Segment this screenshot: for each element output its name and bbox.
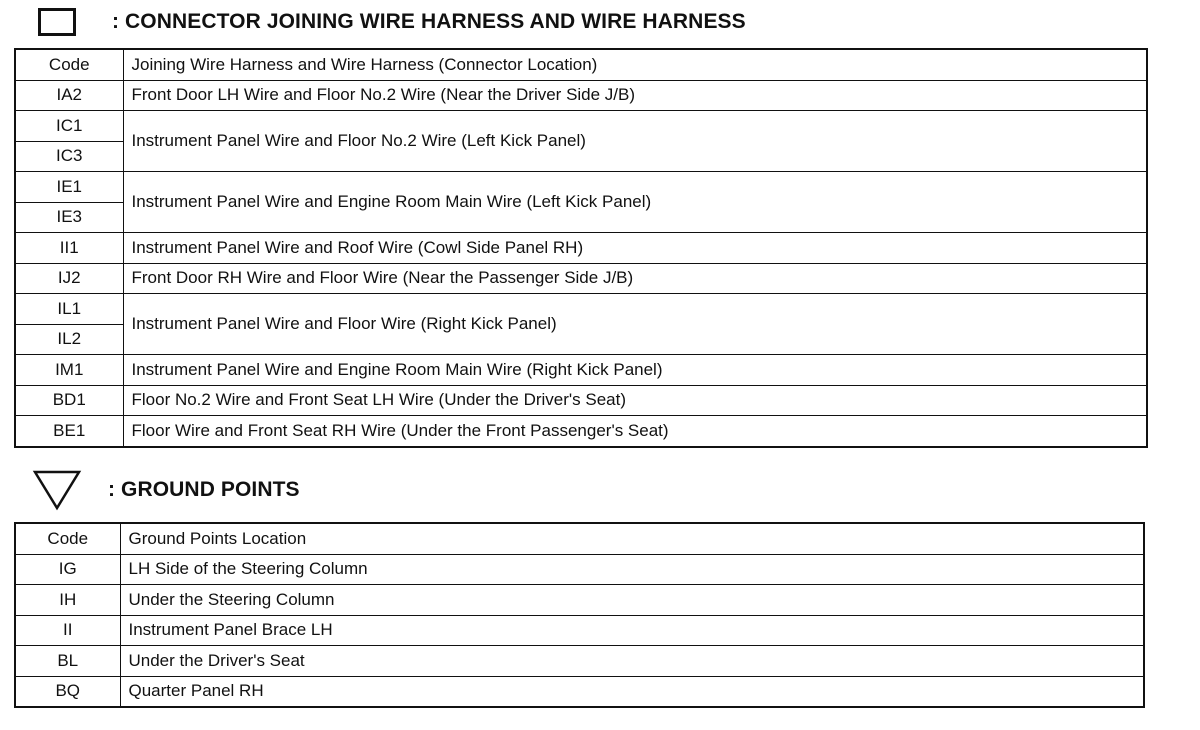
table-row (15, 263, 1147, 294)
location-cell: Instrument Panel Wire and Floor Wire (Right Kick Panel) (123, 294, 1147, 355)
code-header: Code (15, 523, 120, 554)
ground-section-heading (32, 468, 300, 512)
code-cell: II (15, 615, 120, 646)
table-row (15, 355, 1147, 386)
code-cell: BL (15, 646, 120, 677)
table-header-row (15, 49, 1147, 80)
table-row (15, 615, 1144, 646)
code-cell: IG (15, 554, 120, 585)
location-cell: Instrument Panel Wire and Engine Room Main Wire (Left Kick Panel) (123, 172, 1147, 233)
location-cell: Under the Driver's Seat (120, 646, 1144, 677)
connector-table (14, 48, 1148, 448)
location-header: Ground Points Location (120, 523, 1144, 554)
code-cell: IC3 (15, 141, 123, 172)
code-cell: IC1 (15, 111, 123, 142)
code-cell: IL2 (15, 324, 123, 355)
table-row (15, 416, 1147, 447)
code-cell: IJ2 (15, 263, 123, 294)
location-cell: Instrument Panel Brace LH (120, 615, 1144, 646)
code-cell: BE1 (15, 416, 123, 447)
code-cell: II1 (15, 233, 123, 264)
table-row (15, 172, 1147, 203)
location-cell: Floor No.2 Wire and Front Seat LH Wire (Under the Driver's Seat) (123, 385, 1147, 416)
location-cell: Instrument Panel Wire and Floor No.2 Wire (Left Kick Panel) (123, 111, 1147, 172)
table-row (15, 554, 1144, 585)
location-cell: Quarter Panel RH (120, 676, 1144, 707)
table-row (15, 585, 1144, 616)
code-cell: IH (15, 585, 120, 616)
table-row (15, 646, 1144, 677)
connector-section-title: : CONNECTOR JOINING WIRE HARNESS AND WIRE HARNESS (112, 10, 746, 33)
table-row (15, 385, 1147, 416)
table-row (15, 294, 1147, 325)
location-cell: Front Door RH Wire and Floor Wire (Near the Passenger Side J/B) (123, 263, 1147, 294)
location-cell: LH Side of the Steering Column (120, 554, 1144, 585)
table-row (15, 676, 1144, 707)
code-cell: IE1 (15, 172, 123, 203)
table-row (15, 111, 1147, 142)
location-cell: Instrument Panel Wire and Engine Room Main Wire (Right Kick Panel) (123, 355, 1147, 386)
table-header-row (15, 523, 1144, 554)
code-cell: BQ (15, 676, 120, 707)
code-cell: IM1 (15, 355, 123, 386)
code-cell: IE3 (15, 202, 123, 233)
table-row (15, 80, 1147, 111)
ground-triangle-icon (32, 468, 82, 512)
code-cell: BD1 (15, 385, 123, 416)
code-cell: IL1 (15, 294, 123, 325)
ground-section-title: : GROUND POINTS (108, 478, 300, 501)
ground-points-table (14, 522, 1145, 708)
table-row (15, 233, 1147, 264)
location-header: Joining Wire Harness and Wire Harness (Connector Location) (123, 49, 1147, 80)
location-cell: Floor Wire and Front Seat RH Wire (Under the Front Passenger's Seat) (123, 416, 1147, 447)
connector-section-heading (38, 8, 746, 36)
code-cell: IA2 (15, 80, 123, 111)
location-cell: Front Door LH Wire and Floor No.2 Wire (Near the Driver Side J/B) (123, 80, 1147, 111)
location-cell: Instrument Panel Wire and Roof Wire (Cowl Side Panel RH) (123, 233, 1147, 264)
code-header: Code (15, 49, 123, 80)
location-cell: Under the Steering Column (120, 585, 1144, 616)
connector-rectangle-icon (38, 8, 76, 36)
